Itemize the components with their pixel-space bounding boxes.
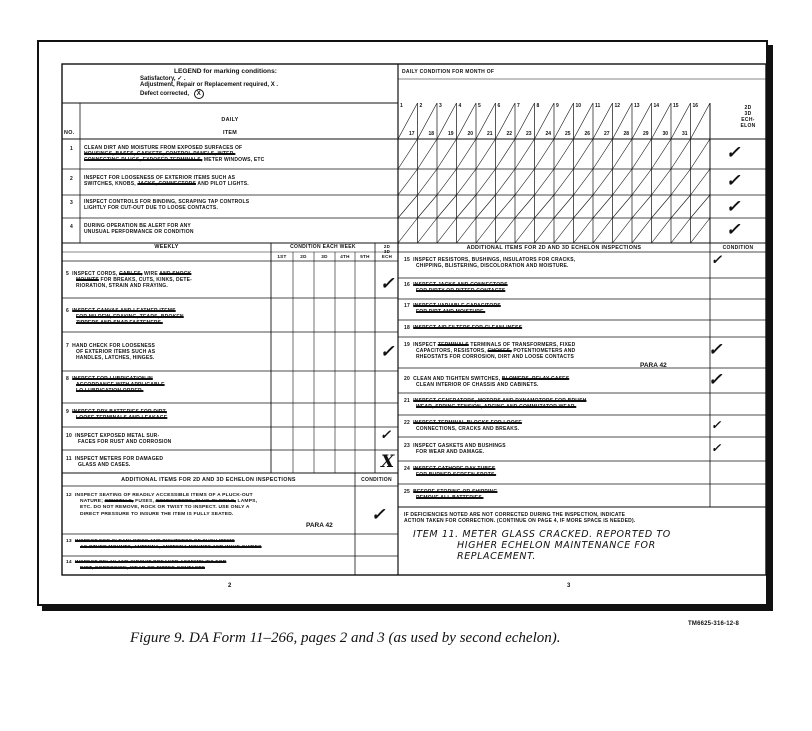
week-col-2: 2D: [300, 254, 307, 259]
item-num: 17: [404, 303, 410, 309]
item-num: 22: [404, 420, 410, 426]
item-text: AS OTHER MOUNTS, ANTENNA, ANTENNA MOUNTS AND WAVE GUIDES: [80, 545, 262, 551]
day-number: 7: [517, 103, 520, 109]
day-number: 11: [595, 103, 601, 109]
item-num: 6: [66, 308, 69, 314]
week-columns: [271, 254, 375, 259]
item-text-struck: BLOWERS, RELAY CASES: [501, 376, 570, 382]
item-text: GLASS AND CASES.: [78, 462, 131, 469]
item-text: 5 INSPECT CORDS, CABLES, WIRE AND SHOCK: [66, 271, 192, 277]
item-text-struck: INSPECT FOR LUBRICATION IN: [72, 376, 153, 382]
week-col-4: 4TH: [340, 254, 350, 259]
deficiencies-line-2: ACTION TAKEN FOR CORRECTION. (CONTINUE ON PAGE 4, IF MORE SPACE IS NEEDED).: [404, 518, 636, 525]
item-text: NATURE; CRYSTALS, FUSES, CONNECTORS, PLUG-IN COILS, LAMPS,: [80, 499, 258, 505]
daily-item-2-num: 2: [70, 176, 73, 182]
item-num: 21: [404, 398, 410, 404]
item-text: UNUSUAL PERFORMANCE OR CONDITION: [84, 229, 194, 236]
weekly-item-11-mark: X: [381, 452, 395, 472]
right-additional-condition: CONDITION: [722, 245, 754, 251]
week-col-5: 5TH: [360, 254, 370, 259]
weekly-item-8: [66, 376, 270, 395]
item-text-struck: BEFORE STORING OR SHIPPING: [413, 489, 498, 495]
day-number: 25: [565, 131, 571, 137]
daily-condition-header: DAILY CONDITION FOR MONTH OF: [402, 69, 495, 75]
left-item-12-para: PARA 42: [306, 522, 333, 529]
weekly-item-10: [66, 433, 270, 445]
item-text-struck: INSPECT RELAY AND CIRCUIT BREAKER ASSEMBLIES FOR: [74, 560, 227, 565]
item-text-struck: CHOKES,: [487, 348, 512, 355]
daily-item-2-mark: ✓: [726, 171, 741, 191]
day-number: 20: [467, 131, 474, 137]
item-num: 16: [404, 282, 410, 288]
day-number: 16: [692, 103, 699, 109]
item-text: ETC. DO NOT REMOVE, ROCK OR TWIST TO INSPECT. USE ONLY A: [80, 505, 250, 511]
weekly-item-5-mark: ✓: [380, 274, 395, 294]
item-text: LOOSE TERMINALS AND LEAKAGE: [76, 415, 168, 422]
item-line: INSPECT RESISTORS, BUSHINGS, INSULATORS FOR CRACKS,: [413, 257, 576, 263]
day-number: 23: [526, 131, 532, 137]
item-text: DURING OPERATION BE ALERT FOR ANY: [84, 223, 191, 229]
item-text-struck: CONNECTORS, PLUG-IN COILS,: [155, 499, 236, 505]
day-number: 30: [662, 131, 669, 137]
item-text: LO LUBRICATION ORDER.: [76, 388, 144, 395]
day-number: 8: [536, 103, 540, 109]
day-numbers-top: [398, 103, 710, 111]
legend-defect-symbol: X: [194, 89, 204, 99]
weekly-item-6: [66, 308, 270, 327]
right-item-18: [404, 325, 708, 331]
daily-no-label: NO.: [64, 130, 75, 136]
item-line: HAND CHECK FOR LOOSENESS: [72, 343, 156, 349]
item-text-struck: INSPECT FOR CLEANLINESS AND TIGHTNESS OF SUCH ITEMS: [74, 539, 235, 544]
item-text-struck: INSPECT DRY BATTERIES FOR DIRT,: [72, 409, 167, 415]
right-item-21: [404, 398, 708, 410]
weekly-item-10-mark: ✓: [380, 428, 391, 443]
item-text: MOUNTS FOR BREAKS, CUTS, KINKS, DETE-: [76, 277, 193, 284]
daily-item-4-mark: ✓: [726, 220, 741, 240]
right-item-15: [404, 257, 708, 269]
right-item-16: [404, 282, 708, 294]
daily-item-label: ITEM: [222, 130, 238, 136]
right-item-24: [404, 466, 708, 478]
day-number: 27: [604, 131, 610, 137]
weekly-title: WEEKLY: [154, 244, 179, 250]
item-num: 15: [404, 257, 410, 263]
right-item-22: [404, 420, 708, 432]
item-text: REMOVE ALL BATTERIES.: [416, 495, 484, 502]
day-number: 28: [623, 131, 630, 137]
legend: [140, 69, 390, 99]
item-line: INSPECT EXPOSED METAL SUR-: [75, 433, 160, 439]
daily-item-3-mark: ✓: [726, 197, 741, 217]
day-number: 21: [487, 131, 493, 137]
day-number: 26: [584, 131, 591, 137]
page-number-right: 3: [567, 583, 571, 589]
page-number-left: 2: [228, 583, 232, 589]
item-text: OF EXTERIOR ITEMS SUCH AS: [76, 349, 156, 356]
item-text: FOR DIRT AND MOISTURE.: [416, 309, 486, 316]
item-text: DIRECT PRESSURE TO INSURE THE ITEM IS FULLY SEATED.: [80, 511, 234, 517]
legend-defect: [140, 89, 390, 99]
item-text-struck: INSPECT AIR FILTERS FOR CLEANLINESS: [413, 325, 523, 331]
item-text-struck: INSPECT GENERATORS, MOTORS AND DYNAMOTORS FOR BRUSH: [413, 398, 587, 404]
day-number: 9: [556, 103, 559, 109]
day-number: 5: [478, 103, 481, 109]
item-text-struck: TERMINALS: [437, 342, 469, 348]
right-additional-title: ADDITIONAL ITEMS FOR 2D AND 3D ECHELON INSPECTIONS: [466, 245, 642, 251]
legend-adjustment: Adjustment, Repair or Replacement required, X .: [140, 82, 279, 89]
item-num: 5: [66, 271, 69, 277]
weekly-echelon-label: 2D 3D ECH: [381, 244, 393, 259]
item-text-struck: JACKS, CONNECTORS: [137, 181, 196, 188]
item-text-rest: METER WINDOWS, ETC: [203, 157, 265, 164]
item-num: 14: [66, 560, 72, 565]
item-text: CONNECTIONS, CRACKS AND BREAKS.: [416, 426, 520, 433]
daily-item-1: [84, 145, 394, 164]
item-num: 8: [66, 376, 69, 382]
item-text: SWITCHES, KNOBS, JACKS, CONNECTORS AND PILOT LIGHTS.: [84, 181, 249, 188]
item-text: 20 CLEAN AND TIGHTEN SWITCHES, BLOWERS, RELAY CASES: [404, 376, 570, 382]
item-text-struck: CRYSTALS,: [104, 499, 134, 505]
item-num: 18: [404, 325, 410, 331]
daily-title: DAILY: [221, 117, 239, 123]
right-item-20-mark: ✓: [708, 370, 723, 390]
daily-item-4: [84, 223, 394, 235]
item-text: [404, 325, 708, 331]
item-num: 9: [66, 409, 69, 415]
item-num: 24: [404, 466, 410, 472]
item-text: ZIPPERS AND SNAP FASTENERS.: [76, 320, 163, 327]
item-line: INSPECT SEATING OF READILY ACCESSIBLE ITEMS OF A PLUCK-OUT: [74, 493, 253, 498]
figure-code: TM6625-316-12-8: [688, 621, 740, 627]
item-text-struck: AND SHOCK: [159, 271, 192, 277]
item-text: FOR WEAR AND DAMAGE.: [416, 449, 485, 456]
item-text: FOR BURNED SCREEN SPOTS.: [416, 472, 497, 479]
item-text-struck: INSPECT VARIABLE CAPACITORS: [413, 303, 501, 309]
item-num: 12: [66, 493, 72, 498]
right-item-22-mark: ✓: [711, 418, 722, 432]
day-number: 15: [673, 103, 679, 109]
deficiencies-line-1: IF DEFICIENCIES NOTED ARE NOT CORRECTED DURING THE INSPECTION, INDICATE: [404, 512, 626, 518]
item-text: ACCORDANCE WITH APPLICABLE: [76, 382, 165, 389]
left-item-12-mark: ✓: [371, 505, 386, 525]
weekly-item-11: [66, 456, 270, 468]
item-text: CLEAN INTERIOR OF CHASSIS AND CABINETS.: [416, 382, 539, 389]
item-text-struck: INSPECT JACKS AND CONNECTORS: [413, 282, 508, 288]
left-item-14: [66, 560, 354, 572]
item-text-struck: CABLES,: [119, 271, 143, 277]
left-item-13: [66, 539, 354, 551]
daily-item-3: [84, 199, 394, 211]
deficiencies-note: [413, 529, 763, 562]
day-number: 29: [643, 131, 649, 137]
item-num: 11: [66, 456, 72, 462]
right-item-17: [404, 303, 708, 315]
day-number: 2: [419, 103, 423, 109]
item-text: 19 INSPECT TERMINALS TERMINALS OF TRANSFORMERS, FIXED: [404, 342, 576, 348]
deficiencies-note-line-1: ITEM 11. METER GLASS CRACKED. REPORTED TO: [413, 529, 671, 540]
item-text: FOR MILDEW, FRAYING, TEARS, BROKEN: [76, 314, 184, 321]
daily-item-3-num: 3: [70, 200, 73, 206]
legend-satisfactory: Satisfactory, ✓ .: [140, 75, 186, 82]
right-item-23: [404, 443, 708, 455]
item-text: CAPACITORS, RESISTORS, CHOKES, POTENTIOMETERS AND: [416, 348, 576, 355]
item-num: 13: [66, 539, 72, 544]
left-additional-condition: CONDITION: [361, 477, 392, 483]
day-number: 22: [506, 131, 513, 137]
weekly-item-7: [66, 343, 270, 362]
weekly-item-9: [66, 409, 270, 421]
day-number: 14: [653, 103, 660, 109]
item-text: LIGHTLY FOR CUT-OUT DUE TO LOOSE CONTACTS.: [84, 205, 219, 212]
legend-title: LEGEND for marking conditions:: [174, 68, 277, 75]
item-text: RIORATION, STRAIN AND FRAYING.: [76, 283, 168, 290]
item-text: HOUSINGS, BASES, GASKETS, CONTROL PANELS, INTER-: [84, 151, 236, 158]
day-number: [691, 131, 711, 139]
item-num: 20: [404, 376, 410, 382]
day-numbers-bottom: [398, 131, 710, 139]
day-number: 10: [575, 103, 582, 109]
item-text-struck: CONNECTING PLUGS, EXPOSED TERMINALS,: [84, 157, 203, 164]
deficiencies-instructions: [404, 512, 764, 524]
deficiencies-note-line-2: HIGHER ECHELON MAINTENANCE FOR: [457, 540, 656, 551]
right-item-25: [404, 489, 708, 501]
day-number: 24: [545, 131, 552, 137]
weekly-condition-header: CONDITION EACH WEEK: [290, 244, 356, 250]
daily-item-1-num: 1: [70, 146, 73, 152]
item-text: CLEAN DIRT AND MOISTURE FROM EXPOSED SURFACES OF: [84, 145, 243, 151]
right-item-19: [404, 342, 708, 361]
deficiencies-note-line-3: REPLACEMENT.: [457, 551, 536, 562]
item-num: 19: [404, 342, 410, 348]
item-text-struck: INSPECT TERMINAL BLOCKS FOR LOOSE: [413, 420, 522, 426]
item-text-struck: INSPECT CANVAS AND LEATHER ITEMS: [72, 308, 176, 314]
item-text: CHIPPING, BLISTERING, DISCOLORATION AND MOISTURE.: [416, 263, 569, 270]
item-text: DIRT, CORROSION, WEAR OR PITTED CONTACTS: [80, 566, 206, 572]
daily-item-4-num: 4: [70, 224, 73, 230]
daily-item-2: [84, 175, 394, 187]
week-col-1: 1ST: [277, 254, 287, 259]
item-line: INSPECT METERS FOR DAMAGED: [74, 456, 164, 462]
item-text-struck: MOUNTS: [76, 277, 99, 284]
item-text: HANDLES, LATCHES, HINGES.: [76, 355, 155, 362]
item-text: WEAR, SPRING TENSION, ARCING AND COMMUTATOR WEAR.: [416, 404, 577, 411]
item-text: INSPECT FOR LOOSENESS OF EXTERIOR ITEMS SUCH AS: [84, 175, 236, 181]
day-number: 1: [400, 103, 403, 109]
right-item-23-mark: ✓: [711, 441, 722, 455]
day-number: 3: [439, 103, 442, 109]
day-number: 31: [682, 131, 688, 137]
daily-item-1-mark: ✓: [726, 143, 741, 163]
legend-defect-label: Defect corrected,: [140, 90, 190, 97]
day-number: 13: [634, 103, 640, 109]
item-text: FOR DIRTY OR PITTED CONTACTS: [416, 288, 506, 295]
item-text: FACES FOR RUST AND CORROSION: [78, 439, 172, 446]
day-number: 17: [409, 131, 415, 137]
item-text: RHEOSTATS FOR CORROSION, DIRT AND LOOSE CONTACTS: [416, 354, 575, 361]
daily-echelon-label: 2D 3D ECH- ELON: [740, 105, 756, 129]
weekly-item-7-mark: ✓: [380, 342, 395, 362]
day-number: 18: [428, 131, 435, 137]
item-text: [84, 157, 394, 163]
day-number: 12: [614, 103, 621, 109]
day-number: 19: [448, 131, 454, 137]
left-item-12: [66, 493, 354, 518]
day-number: 4: [458, 103, 462, 109]
right-item-20-para: PARA 42: [640, 362, 667, 369]
day-number: 6: [497, 103, 501, 109]
right-item-20: [404, 376, 708, 388]
left-additional-title: ADDITIONAL ITEMS FOR 2D AND 3D ECHELON INSPECTIONS: [121, 477, 296, 483]
right-item-19-mark: ✓: [708, 340, 723, 360]
item-text-struck: INSPECT CATHODE RAY TUBES: [413, 466, 496, 472]
item-num: 10: [66, 433, 72, 439]
figure-caption: Figure 9. DA Form 11–266, pages 2 and 3 (as used by second echelon).: [130, 630, 561, 646]
item-line: INSPECT GASKETS AND BUSHINGS: [413, 443, 506, 449]
item-num: 23: [404, 443, 410, 449]
item-text: INSPECT CONTROLS FOR BINDING, SCRAPING TAP CONTROLS: [84, 199, 250, 205]
item-num: 7: [66, 343, 69, 349]
right-item-15-mark: ✓: [711, 253, 722, 268]
weekly-item-5: [66, 271, 270, 290]
item-num: 25: [404, 489, 410, 495]
week-col-3: 3D: [321, 254, 328, 259]
